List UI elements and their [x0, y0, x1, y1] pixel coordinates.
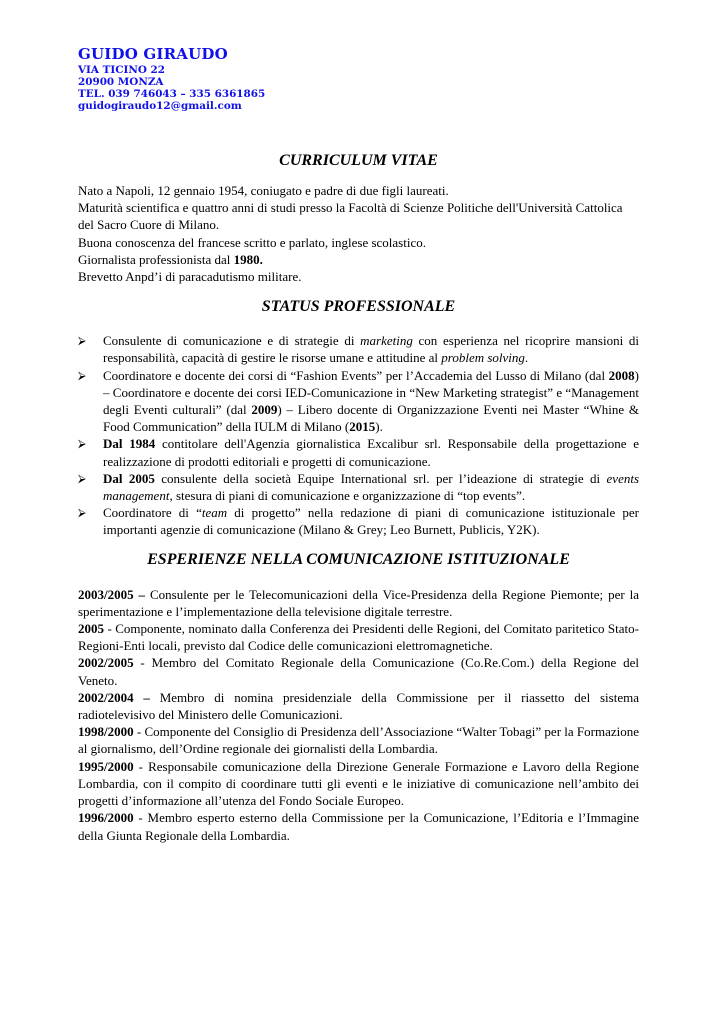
list-item: ⮚ Coordinatore e docente dei corsi di “Fashion Events” per l’Accademia del Lusso di Milano (dal 2008) – Coordinatore e docente dei corsi IED-Comunicazione in “New Marketing strategist” e “Management degli Eventi culturali” (dal 2009) – Libero docente di Organizzazione Eventi nei Master “Whine & Food Communication” della IULM di Milano (2015).	[78, 367, 639, 435]
cv-title: CURRICULUM VITAE	[279, 152, 438, 169]
experience-text: - Membro esperto esterno della Commissione per la Comunicazione, l’Editoria e l’Immagine della Giunta Regionale della Lombardia.	[78, 810, 639, 843]
languages-text: Buona conoscenza del francese scritto e parlato, inglese scolastico.	[78, 234, 426, 250]
list-item: ⮚ Coordinatore di “team di progetto” nella redazione di piani di comunicazione istituzionale per importanti agenzie di comunicazione (Milano & Grey; Leo Burnett, Publicis, Y2K).	[78, 505, 639, 538]
arrow-bullet-icon: ⮚	[78, 471, 86, 485]
experience-years: 2002/2004 –	[78, 689, 150, 705]
experience-entry	[78, 758, 639, 810]
list-item: ⮚ Consulente di comunicazione e di strategie di marketing con esperienza nel ricoprire mansioni di responsabilità, capacità di gestire le risorse umane e attitudine al problem solving.	[78, 333, 639, 366]
list-item: ⮚ Dal 1984 contitolare dell'Agenzia giornalistica Excalibur srl. Responsabile della progettazione e realizzazione di prodotti editoriali e progetti di comunicazione.	[78, 436, 640, 469]
experience-years: 1998/2000	[78, 724, 134, 740]
experience-years: 2002/2005	[78, 655, 134, 671]
esperienze-title: ESPERIENZE NELLA COMUNICAZIONE ISTITUZIONALE	[147, 550, 570, 568]
birth-text: Nato a Napoli, 12 gennaio 1954, coniugato e padre di due figli laureati.	[78, 183, 449, 198]
studies-text: Maturità scientifica e quattro anni di studi presso la Facoltà di Scienze Politiche dell'Università Cattolica del Sacro Cuore di Milano.	[78, 200, 623, 233]
contact-header	[78, 44, 639, 112]
experience-entry	[78, 689, 639, 723]
journalist-prefix: Giornalista professionista dal	[78, 251, 234, 267]
intro-section	[78, 182, 639, 285]
person-name: GUIDO GIRAUDO	[78, 45, 228, 63]
experience-years: 1996/2000	[78, 810, 134, 826]
experience-years: 2003/2005 –	[78, 586, 146, 602]
esperienze-section	[78, 586, 639, 844]
experience-text: - Membro del Comitato Regionale della Comunicazione (Co.Re.Com.) della Regione del Veneto.	[78, 655, 639, 688]
experience-text: Consulente per le Telecomunicazioni della Vice-Presidenza della Regione Piemonte; per la sperimentazione e l’implementazione della televisione digitale terrestre.	[78, 586, 639, 619]
experience-entry	[78, 723, 639, 757]
experience-text: Membro di nomina presidenziale della Commissione per il riassetto del sistema radiotelevisivo del Ministero delle Comunicazioni.	[78, 689, 639, 723]
experience-text: - Responsabile comunicazione della Direzione Generale Formazione e Lavoro della Regione Lombardia, con il compito di coordinare tutti gli eventi e le iniziative di comunicazione nell’ambito dei progetti d’informazione all’utenza del Fondo Sociale Europeo.	[78, 758, 639, 809]
arrow-bullet-icon: ⮚	[78, 506, 86, 520]
email-line: guidogiraudo12@gmail.com	[78, 100, 242, 112]
experience-entry	[78, 620, 639, 654]
brevetto-text: Brevetto Anpd’i di paracadutismo militare.	[78, 269, 302, 285]
arrow-bullet-icon: ⮚	[78, 437, 86, 451]
list-item: ⮚ Dal 2005 consulente della società Equipe International srl. per l’ideazione di strategie di events management, stesura di piani di comunicazione e organizzazione di “top events”.	[78, 470, 640, 504]
status-title: STATUS PROFESSIONALE	[261, 298, 456, 316]
experience-entry	[78, 809, 639, 843]
city-line: 20900 MONZA	[78, 76, 164, 88]
journalist-year: 1980.	[233, 251, 263, 267]
arrow-bullet-icon: ⮚	[78, 334, 86, 348]
phone-line: TEL. 039 746043 – 335 6361865	[78, 88, 266, 100]
address-line: VIA TICINO 22	[78, 64, 165, 76]
experience-years: 2005	[78, 621, 104, 637]
cv-document	[78, 40, 639, 844]
experience-years: 1995/2000	[78, 758, 134, 774]
experience-entry	[78, 654, 639, 688]
experience-text: - Componente, nominato dalla Conferenza dei Presidenti delle Regioni, del Comitato paritetico Stato-Regioni-Enti locali, previsto dal Codice delle comunicazioni elettromagnetiche.	[78, 621, 639, 654]
arrow-bullet-icon: ⮚	[78, 368, 86, 382]
experience-text: - Componente del Consiglio di Presidenza dell’Associazione “Walter Tobagi” per la Formazione al giornalismo, dell’Ordine regionale dei giornalisti della Lombardia.	[78, 724, 640, 757]
experience-entry	[78, 586, 639, 620]
status-list	[78, 332, 639, 538]
journalist-text	[78, 251, 639, 268]
